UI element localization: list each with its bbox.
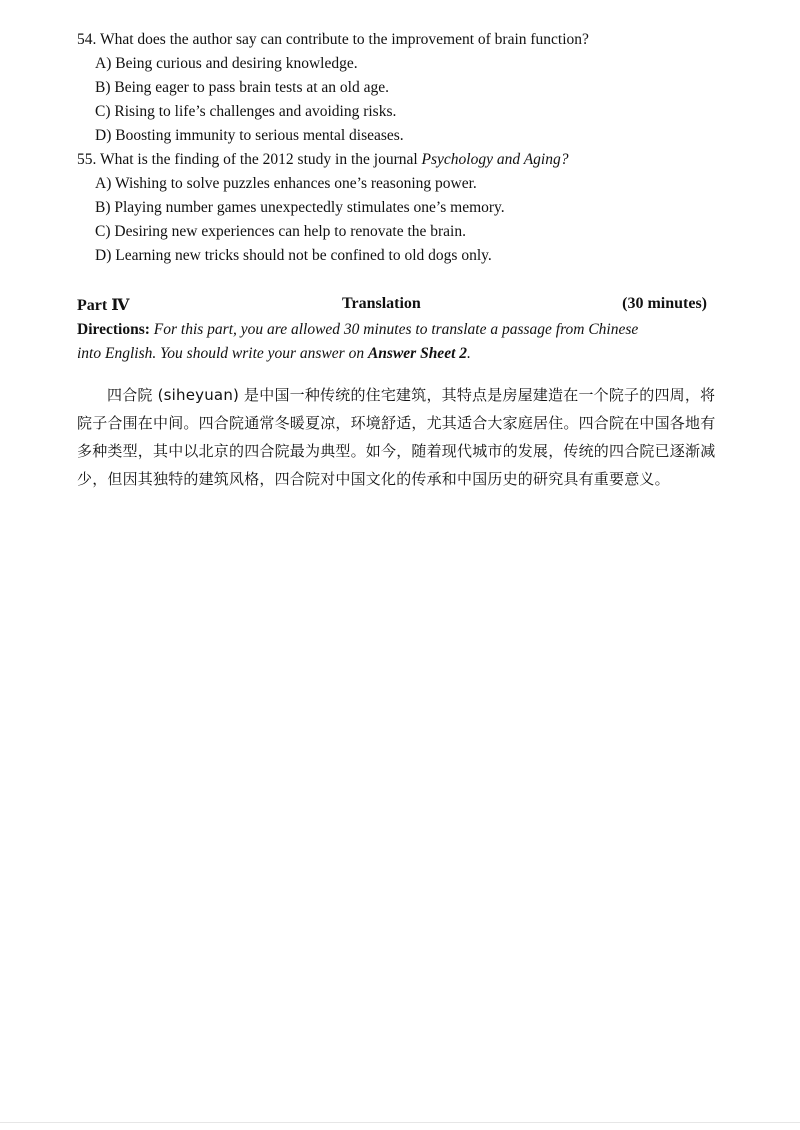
question-55-option-b: B) Playing number games unexpectedly stimulates one’s memory. xyxy=(95,199,505,216)
journal-title: Psychology and Aging? xyxy=(421,151,569,168)
question-54-option-a: A) Being curious and desiring knowledge. xyxy=(95,55,358,72)
chinese-passage: 四合院 (siheyuan) 是中国一种传统的住宅建筑，其特点是房屋建造在一个院子的四周，将院子合围在中间。四合院通常冬暖夏凉，环境舒适，尤其适合大家庭居住。四合院在中国各地有多种类型，其中以北京的四合院最为典型。如今，随着现代城市的发展，传统的四合院已逐渐减少，但因其独特的建筑风格，四合院对中国文化的传承和中国历史的研究具有重要意义。 xyxy=(77,386,716,488)
question-54-option-c: C) Rising to life’s challenges and avoiding risks. xyxy=(95,103,397,120)
part-time: (30 minutes) xyxy=(622,295,707,312)
directions-end: . xyxy=(467,345,471,362)
directions-text-1: For this part, you are allowed 30 minutes to translate a passage from Chinese xyxy=(153,321,639,338)
directions-label: Directions: xyxy=(77,321,150,338)
question-54-option-b: B) Being eager to pass brain tests at an old age. xyxy=(95,79,389,96)
question-55-option-c: C) Desiring new experiences can help to renovate the brain. xyxy=(95,223,466,240)
question-55-stem-text: 55. What is the finding of the 2012 study in the journal xyxy=(77,151,422,168)
question-55-stem xyxy=(77,150,569,170)
question-55-option-a: A) Wishing to solve puzzles enhances one’s reasoning power. xyxy=(95,175,477,192)
part-title: Translation xyxy=(342,295,421,312)
directions-line-2 xyxy=(77,344,471,364)
part-header xyxy=(77,295,707,317)
directions-text-2: into English. You should write your answer on xyxy=(77,345,365,362)
directions-line-1 xyxy=(77,320,638,340)
question-54-stem: 54. What does the author say can contribute to the improvement of brain function? xyxy=(77,31,589,48)
answer-sheet-ref: Answer Sheet 2 xyxy=(367,345,468,362)
question-54-option-d: D) Boosting immunity to serious mental diseases. xyxy=(95,127,404,144)
question-55-option-d: D) Learning new tricks should not be confined to old dogs only. xyxy=(95,247,492,264)
page-bottom-divider xyxy=(0,1122,800,1123)
part-label: Part Ⅳ xyxy=(77,297,130,314)
